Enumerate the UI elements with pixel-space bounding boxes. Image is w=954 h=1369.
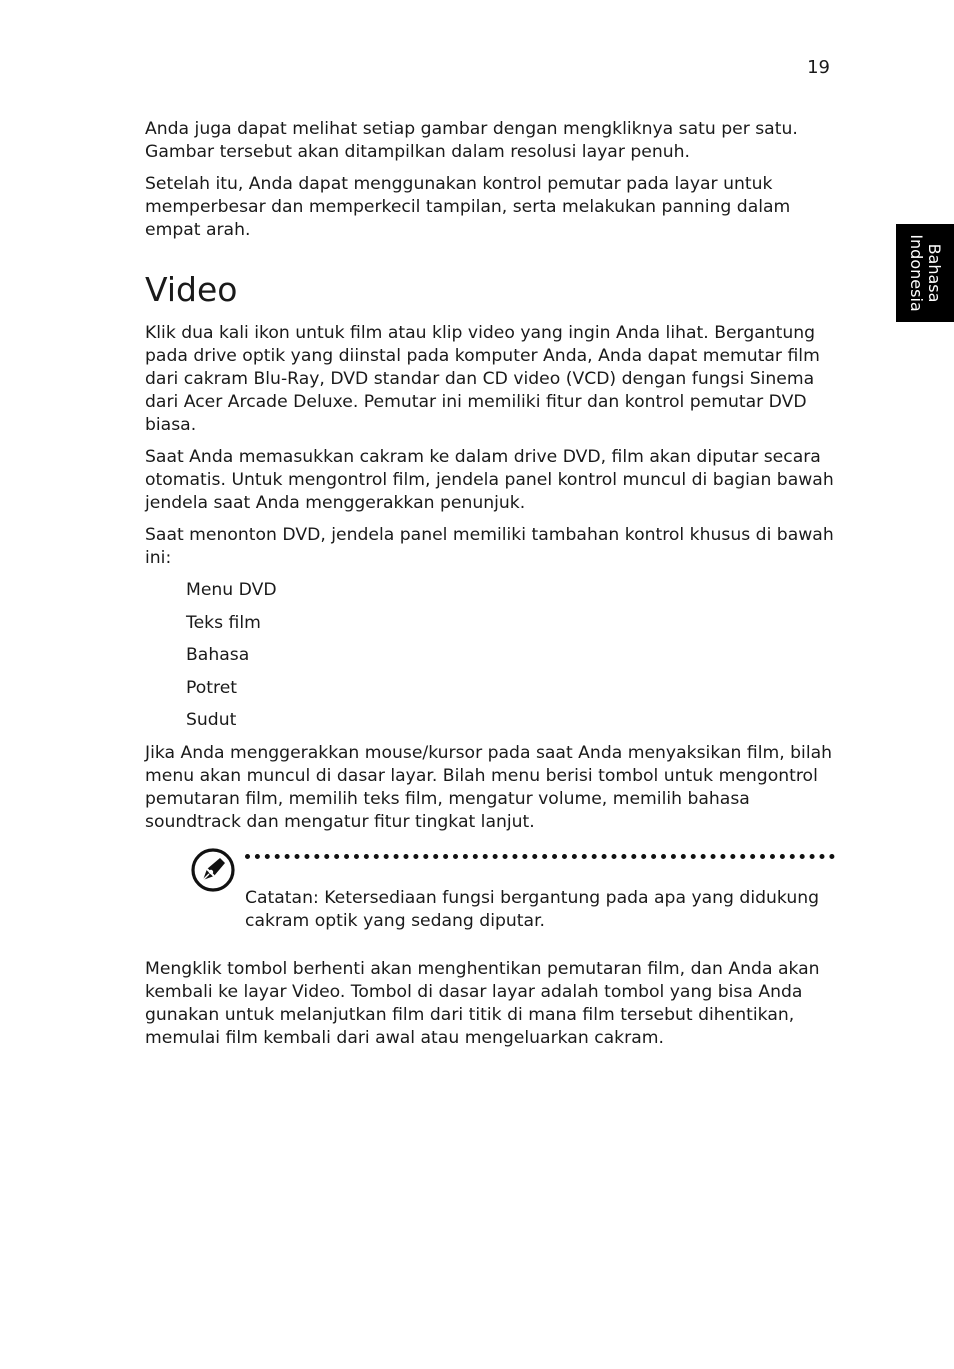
list-item: Potret	[186, 677, 238, 698]
section-title-video: Video	[145, 270, 238, 309]
note-pen-icon	[190, 847, 236, 893]
side-tab-label	[907, 234, 943, 311]
side-tab-line-1: Bahasa	[925, 243, 944, 303]
page-content	[145, 118, 835, 1059]
language-side-tab	[896, 224, 954, 322]
list-item: Sudut	[186, 710, 237, 730]
list-item: Teks film	[186, 612, 261, 633]
page-number: 19	[807, 57, 830, 78]
intro-paragraph-1: Anda juga dapat melihat setiap gambar dengan mengkliknya satu per satu. Gambar tersebut akan ditampilkan dalam resolusi layar penuh.	[145, 119, 798, 162]
side-tab-line-2: Indonesia	[907, 234, 926, 312]
list-item: Bahasa	[186, 645, 250, 665]
note-body: Ketersediaan fungsi bergantung pada apa yang didukung cakram optik yang sedang diputar.	[245, 887, 820, 931]
list-item: Menu DVD	[186, 580, 277, 600]
closing-paragraph: Mengklik tombol berhenti akan menghentikan pemutaran film, dan Anda akan kembali ke layar Video. Tombol di dasar layar adalah tombol yang bisa Anda gunakan untuk melanjutkan film dari titik di mana film tersebut dihentikan, memulai film kembali dari awal atau mengeluarkan cakram.	[145, 958, 820, 1048]
note-box	[190, 854, 835, 933]
note-dotted-divider	[245, 854, 835, 868]
note-label: Catatan:	[245, 887, 319, 908]
intro-paragraph-2: Setelah itu, Anda dapat menggunakan kontrol pemutar pada layar untuk memperbesar dan memperkecil tampilan, serta melakukan panning dalam empat arah.	[145, 174, 791, 240]
video-paragraph-1: Klik dua kali ikon untuk film atau klip video yang ingin Anda lihat. Bergantung pada drive optik yang diinstal pada komputer Anda, Anda dapat memutar film dari cakram Blu-Ray, DVD standar dan CD video (VCD) dengan fungsi Sinema dari Acer Arcade Deluxe. Pemutar ini memiliki fitur dan kontrol pemutar DVD biasa.	[145, 323, 820, 435]
video-paragraph-3: Saat menonton DVD, jendela panel memiliki tambahan kontrol khusus di bawah ini:	[145, 525, 834, 568]
note-text	[245, 887, 835, 933]
video-paragraph-2: Saat Anda memasukkan cakram ke dalam drive DVD, film akan diputar secara otomatis. Untuk mengontrol film, jendela panel kontrol muncul di bagian bawah jendela saat Anda menggerakkan penunjuk.	[145, 447, 834, 513]
menu-bar-paragraph: Jika Anda menggerakkan mouse/kursor pada saat Anda menyaksikan film, bilah menu akan muncul di dasar layar. Bilah menu berisi tombol untuk mengontrol pemutaran film, memilih teks film, mengatur volume, memilih bahasa soundtrack dan mengatur fitur tingkat lanjut.	[145, 742, 833, 832]
dvd-controls-list	[145, 579, 835, 732]
